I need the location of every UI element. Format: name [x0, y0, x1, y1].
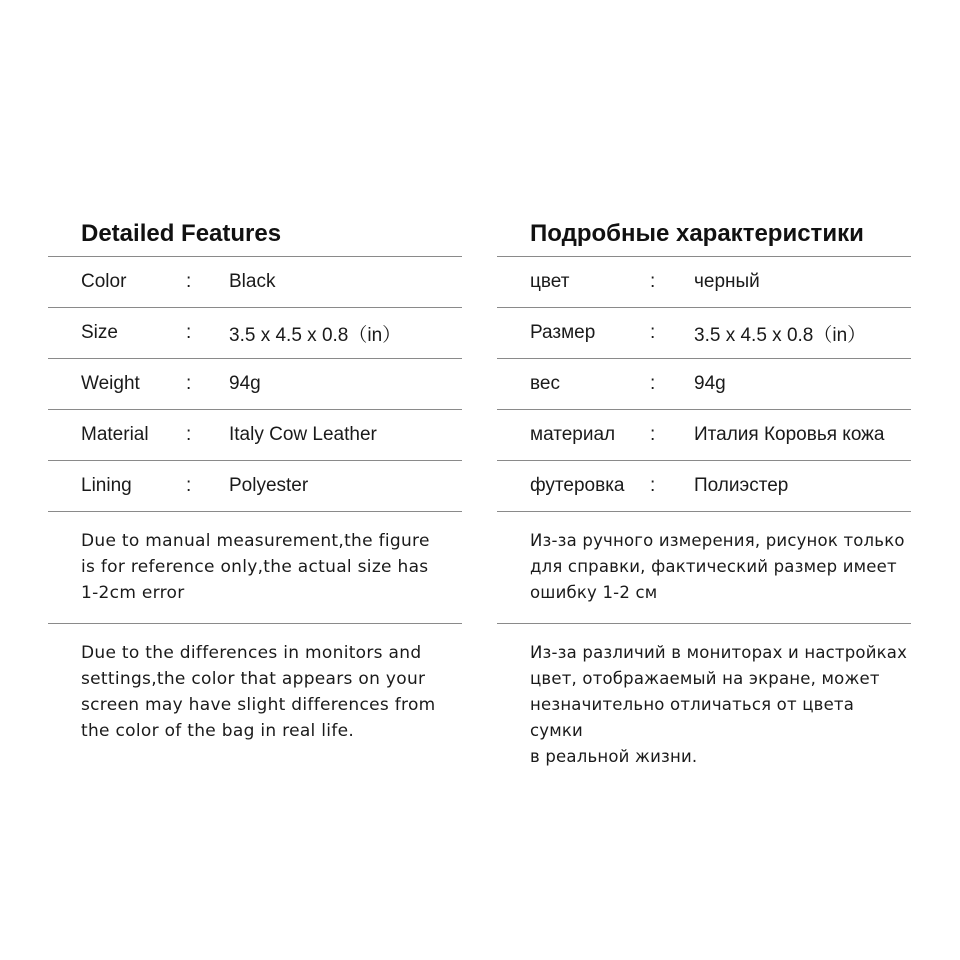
spec-value: 94g — [694, 373, 726, 394]
spec-separator: : — [650, 424, 656, 445]
english-title: Detailed Features — [81, 220, 282, 247]
spec-separator: : — [186, 424, 192, 445]
color-note: Due to the differences in monitors and settings,the color that appears on your screen may have slight differences from the color of the bag in real life. — [81, 643, 436, 741]
spec-separator: : — [186, 475, 192, 496]
spec-row-lining — [497, 461, 911, 512]
spec-separator: : — [650, 322, 656, 343]
spec-row-weight — [48, 359, 462, 410]
color-note: Из-за различий в мониторах и настройках цвет, отображаемый на экране, может незначительно отличаться от цвета сумки в реальной жизни. — [530, 643, 908, 766]
spec-label: Weight — [81, 373, 140, 394]
spec-value: Black — [229, 271, 276, 292]
spec-value: 3.5 x 4.5 x 0.8（in） — [694, 324, 867, 346]
russian-title: Подробные характеристики — [530, 220, 864, 247]
measurement-note: Due to manual measurement,the figure is for reference only,the actual size has 1-2cm error — [48, 512, 462, 624]
spec-row-color — [48, 257, 462, 308]
spec-value: Italy Cow Leather — [229, 424, 377, 445]
spec-row-lining — [48, 461, 462, 512]
english-spec-panel — [48, 214, 462, 761]
spec-label: материал — [530, 424, 616, 445]
spec-separator: : — [650, 475, 656, 496]
russian-spec-panel — [497, 214, 911, 787]
spec-row-size — [497, 308, 911, 359]
spec-row-color — [497, 257, 911, 308]
spec-row-weight — [497, 359, 911, 410]
spec-label: цвет — [530, 271, 570, 292]
spec-row-size — [48, 308, 462, 359]
spec-row-material — [48, 410, 462, 461]
spec-label: Lining — [81, 475, 132, 496]
spec-label: вес — [530, 373, 560, 394]
spec-label: футеровка — [530, 475, 625, 496]
spec-value: 3.5 x 4.5 x 0.8（in） — [229, 324, 402, 346]
spec-label: Размер — [530, 322, 596, 343]
spec-separator: : — [186, 373, 192, 394]
spec-row-material — [497, 410, 911, 461]
spec-separator: : — [650, 373, 656, 394]
spec-label: Color — [81, 271, 127, 292]
spec-label: Material — [81, 424, 149, 445]
spec-value: Полиэстер — [694, 475, 789, 496]
spec-value: Италия Коровья кожа — [694, 424, 885, 445]
spec-separator: : — [186, 322, 192, 343]
spec-value: 94g — [229, 373, 261, 394]
spec-separator: : — [650, 271, 656, 292]
spec-label: Size — [81, 322, 118, 343]
spec-separator: : — [186, 271, 192, 292]
measurement-note: Из-за ручного измерения, рисунок только для справки, фактический размер имеет ошибку 1-2 см — [497, 512, 911, 624]
spec-value: Polyester — [229, 475, 309, 496]
spec-value: черный — [694, 271, 760, 292]
